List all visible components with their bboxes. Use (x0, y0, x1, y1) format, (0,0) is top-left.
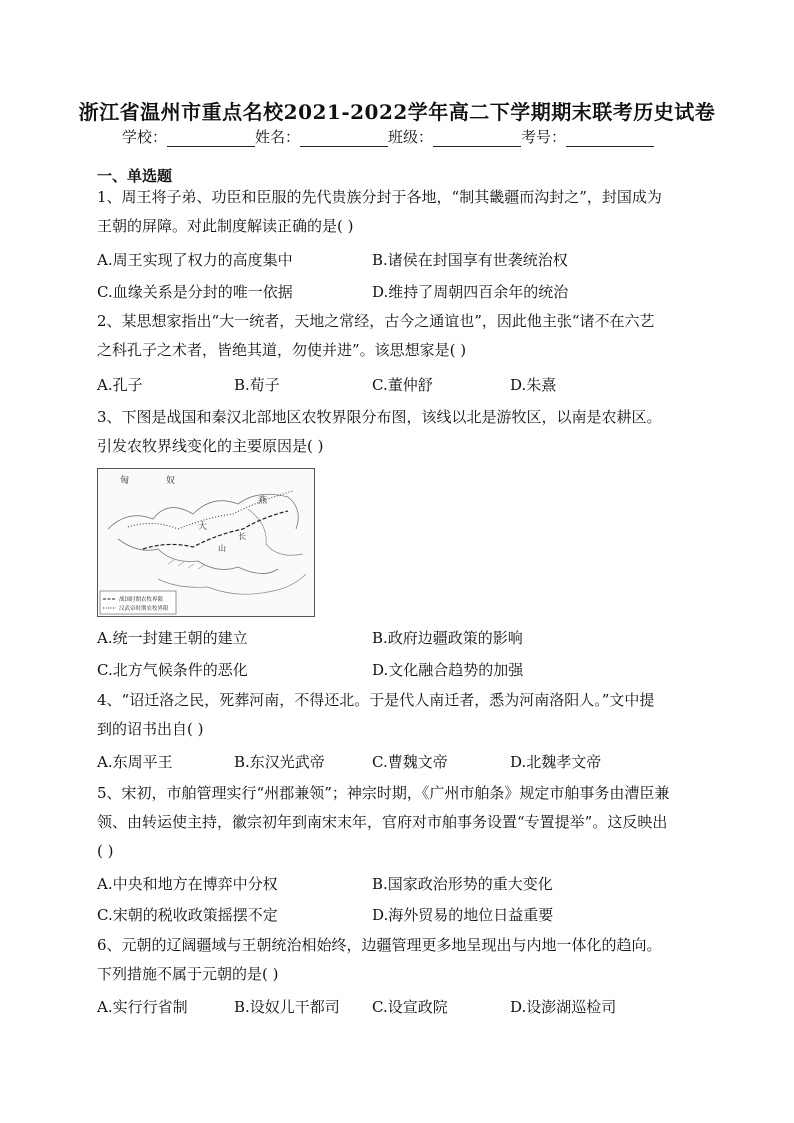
question-2 (97, 307, 697, 365)
question-2-line-2: 之科孔子之术者，皆绝其道，勿使并进”。该思想家是( ) (97, 341, 467, 359)
q6-option-b[interactable]: B.设奴儿干都司 (234, 998, 340, 1016)
q6-option-d[interactable]: D.设澎湖巡检司 (510, 998, 617, 1016)
number-label: 考号： (521, 128, 567, 146)
q2-option-b[interactable]: B.荀子 (234, 376, 280, 394)
legend-han: 汉武帝时期农牧界限 (119, 606, 169, 612)
map-label-yan: 燕 (258, 496, 268, 506)
q3-option-b[interactable]: B.政府边疆政策的影响 (372, 629, 523, 647)
farming-pastoral-boundary-map (97, 468, 315, 617)
question-4-line-2: 到的诏书出自( ) (97, 720, 204, 738)
q6-option-a[interactable]: A.实行行省制 (97, 998, 188, 1016)
question-4 (97, 686, 697, 744)
q2-option-a[interactable]: A.孔子 (97, 376, 143, 394)
exam-title: 浙江省温州市重点名校2021-2022学年高二下学期期末联考历史试卷 (78, 100, 716, 124)
question-3 (97, 403, 697, 461)
question-4-line-1: 4、“诏迁洛之民，死葬河南，不得还北。于是代人南迁者，悉为河南洛阳人。”文中提 (97, 691, 655, 709)
section-heading: 一、单选题 (97, 167, 173, 185)
number-blank[interactable] (566, 130, 654, 147)
question-5-line-3: ( ) (97, 842, 114, 860)
q3-option-c[interactable]: C.北方气候条件的恶化 (97, 661, 248, 679)
map-label-xiong: 匈 (120, 476, 130, 486)
q1-option-c[interactable]: C.血缘关系是分封的唯一依据 (97, 283, 293, 301)
question-1-line-1: 1、周王将子弟、功臣和臣服的先代贵族分封于各地，“制其畿疆而沟封之”，封国成为 (97, 188, 662, 206)
q2-option-d[interactable]: D.朱熹 (510, 376, 557, 394)
q4-option-d[interactable]: D.北魏孝文帝 (510, 753, 602, 771)
q5-option-b[interactable]: B.国家政治形势的重大变化 (372, 875, 553, 893)
student-info-row (122, 126, 654, 147)
name-label: 姓名： (255, 128, 301, 146)
q4-option-a[interactable]: A.东周平王 (97, 753, 173, 771)
question-6-line-2: 下列措施不属于元朝的是( ) (97, 965, 279, 983)
question-5 (97, 779, 697, 866)
q2-option-c[interactable]: C.董仲舒 (372, 376, 433, 394)
question-3-line-1: 3、下图是战国和秦汉北部地区农牧界限分布图，该线以北是游牧区，以南是农耕区。 (97, 408, 662, 426)
q3-option-d[interactable]: D.文化融合趋势的加强 (372, 661, 524, 679)
map-label-nu: 奴 (166, 476, 176, 486)
question-6 (97, 931, 697, 989)
class-blank[interactable] (433, 130, 521, 147)
q6-option-c[interactable]: C.设宣政院 (372, 998, 448, 1016)
q5-option-c[interactable]: C.宋朝的税收政策摇摆不定 (97, 906, 278, 924)
school-blank[interactable] (167, 130, 255, 147)
map-river (158, 574, 306, 594)
q5-option-d[interactable]: D.海外贸易的地位日益重要 (372, 906, 554, 924)
question-2-line-1: 2、某思想家指出“大一统者，天地之常经，古今之通谊也”，因此他主张“诸不在六艺 (97, 312, 655, 330)
q5-option-a[interactable]: A.中央和地方在博弈中分权 (97, 875, 278, 893)
question-6-line-1: 6、元朝的辽阔疆域与王朝统治相始终，边疆管理更多地呈现出与内地一体化的趋向。 (97, 936, 662, 954)
class-label: 班级： (388, 128, 434, 146)
map-label-shan: 山 (218, 544, 226, 553)
q1-option-d[interactable]: D.维持了周朝四百余年的统治 (372, 283, 569, 301)
q3-option-a[interactable]: A.统一封建王朝的建立 (97, 629, 248, 647)
q1-option-a[interactable]: A.周王实现了权力的高度集中 (97, 251, 293, 269)
question-1 (97, 183, 697, 241)
han-boundary-line (128, 491, 293, 529)
question-5-line-2: 领、由转运使主持，徽宗初年到南宋末年，官府对市舶事务设置“专置提举”。这反映出 (97, 813, 668, 831)
question-5-line-1: 5、宋初，市舶管理实行“州郡兼领”；神宗时期，《广州市舶条》规定市舶事务由漕臣兼 (97, 784, 670, 802)
question-1-line-2: 王朝的屏障。对此制度解读正确的是( ) (97, 217, 354, 235)
map-coast (248, 509, 303, 555)
q4-option-b[interactable]: B.东汉光武帝 (234, 753, 325, 771)
school-label: 学校： (122, 128, 168, 146)
q4-option-c[interactable]: C.曹魏文帝 (372, 753, 448, 771)
q1-option-b[interactable]: B.诸侯在封国享有世袭统治权 (372, 251, 568, 269)
map-label-chang: 长 (238, 532, 246, 541)
map-label-da: 大 (198, 522, 208, 532)
legend-warring-states: 战国时期农牧界限 (119, 597, 164, 603)
name-blank[interactable] (300, 130, 388, 147)
map-drawing (98, 469, 314, 616)
question-3-line-2: 引发农牧界线变化的主要原因是( ) (97, 437, 324, 455)
